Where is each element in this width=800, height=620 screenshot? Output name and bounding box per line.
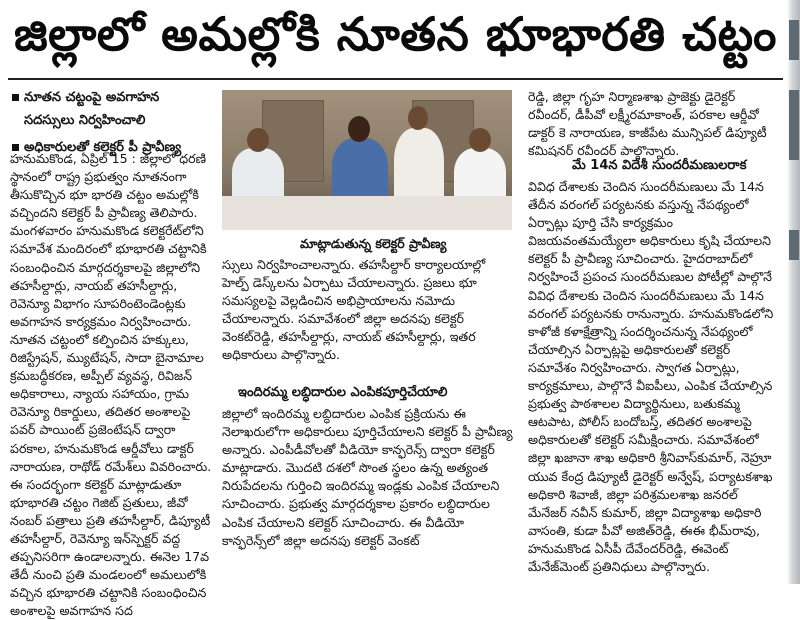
- subheading: మే 14న విదేశీ సుందరీమణులరాక: [572, 158, 747, 173]
- article-column: హనుమకొండ, ఏప్రిల్ 15 : జిల్లాలో ధరణి స్థానంలో రాష్ట్ర ప్రభుత్వం నూతనంగా తీసుకొచ్చిన భూ భారతి చట్టం అమల్లోకి వచ్చిందని కలెక్టర్ పీ ప్రావీణ్య తెలిపారు. మంగళవారం హనుమకొండ కలెక్టరేట్‌లోని సమావేశ మందిరంలో భూభారతి చట్టానికి సంబంధించిన మార్గదర్శకాలపై జిల్లాలోని తహసీల్దార్లు, నాయబ్ తహసీల్దార్లు, రెవెన్యూ విభాగం సూపరింటెండెంట్లకు అవగాహన కార్యక్రమం నిర్వహించారు. నూతన చట్టంలో కల్పించిన హక్కులు, రిజిస్ట్రేషన్, మ్యుటేషన్, సాదా బైనామాల క్రమబద్ధీకరణ, అప్పీల్ వ్యవస్థ, రివిజన్ అధికారాలు, న్యాయ సహాయం, గ్రామ రెవెన్యూ రికార్డులు, తదితర అంశాలపై పవర్ పాయింట్ ప్రజెంటేషన్ ద్వారా పరకాల, హనుమకొండ ఆర్డీవోలు డాక్టర్ నారాయణ, రాథోడ్ రమేశ్‌లు వివరించారు. ఈ సందర్భంగా కలెక్టర్ మాట్లాడుతూ భూభారతి చట్టం గెజిట్ ప్రతులు, జీవో నంబర్ పత్రాలు ప్రతి తహసీల్దార్, డిప్యూటీ తహసీల్దార్, రెవెన్యూ ఇన్‌స్పెక్టర్ వద్ద తప్పనిసరిగా ఉండాలన్నారు. ఈనెల 17వ తేదీ నుంచి ప్రతి మండలంలో అమలులోకి వచ్చిన భూభారతి చట్టానికి సంబంధించిన అంశాలపై అవగాహన సద: [10, 151, 216, 619]
- headline-rule: [8, 78, 783, 80]
- subheading: ఇందిరమ్మ లబ్ధిదారుల ఎంపికపూర్తిచేయాలి: [238, 385, 448, 400]
- bullet-item: అధికారులతో కలెక్టర్ పీ ప్రావీణ్య: [10, 136, 212, 159]
- photo-caption: మాట్లాడుతున్న కలెక్టర్ ప్రావీణ్య: [300, 236, 447, 251]
- page-edge-strip: [788, 0, 800, 584]
- headline: జిల్లాలో అమల్లోకి నూతన భూభారతి చట్టం: [14, 7, 777, 61]
- article-column: స్సులు నిర్వహించాలన్నారు. తహసీల్దార్ కార్యాలయాల్లో హెల్ప్ డెస్క్‌లను ఏర్పాటు చేయాలన్నారు. ప్రజలు భూ సమస్యలపై వెల్లడించిన అభిప్రాయాలను నమోదు చేయాలన్నారు. సమావేశంలో జిల్లా అదనపు కలెక్టర్ వెంకట్‌రెడ్డి, తహసీల్దార్లు, నాయబ్ తహసీల్దార్లు, ఇతర అధికారులు పాల్గొన్నారు.: [222, 257, 490, 363]
- article-column: వివిధ దేశాలకు చెందిన సుందరీమణులు మే 14న తేదీన వరంగల్ పర్యటనకు వస్తున్న నేపథ్యంలో ఏర్పాట్లు పూర్తి చేసి కార్యక్రమం విజయవంతమయ్యేలా అధికారులు కృషి చేయాలని కలెక్టర్ పీ ప్రావీణ్య సూచించారు. హైదరాబాద్‌లో నిర్వహించే ప్రపంచ సుందరీమణుల పోటీల్లో పాల్గొనే వివిధ దేశాలకు చెందిన సుందరీమణులు మే 14న వరంగల్ పర్యటనకు రానున్నారు. హనుమకొండలోని కాళోజీ కళాక్షేత్రాన్ని సందర్శించనున్న నేపథ్యంలో చేయాల్సిన ఏర్పాట్లపై అధికారులతో కలెక్టర్ సమావేశం నిర్వహించారు. స్వాగత ఏర్పాట్లు, కార్యక్రమాలు, పాల్గొనే వీఐపీలు, ఎంపిక చేయాల్సిన ప్రభుత్వ పాఠశాలల విద్యార్థినులు, బతుకమ్మ ఆటపాట, పోలీస్ బందోబస్త్, తదితర అంశాలపై అధికారులతో కలెక్టర్ సమీక్షించారు. సమావేశంలో జిల్లా ఖజానా శాఖ అధికారి శ్రీనివాస్‌కుమార్, నెహ్రూ యువ కేంద్ర డిప్యూటీ డైరెక్టర్ అన్వేష్, పర్యాటకశాఖ అధికారి శివాజీ, జిల్లా పరిశ్రమలశాఖ జనరల్ మేనేజర్ నవీన్ కుమార్, జిల్లా విద్యాశాఖ అధికారి వాసంతి, కుడా పీవో అజిత్‌రెడ్డి, ఈఈ భీమ్‌రావు, హనుమకొండ ఏసీపీ దేవేందర్‌రెడ్డి, ఈవెంట్ మేనేజ్‌మెంట్ ప్రతినిధులు పాల్గొన్నారు.: [528, 179, 778, 574]
- bullet-item: నూతన చట్టంపై అవగాహన సదస్సులు నిర్వహించాలి: [10, 86, 212, 132]
- article-column: రెడ్డి, జిల్లా గృహ నిర్మాణశాఖ ప్రాజెక్టు డైరెక్టర్ రవీందర్, డీపీవో లక్ష్మీరమాకాంత్, పరకాల ఆర్డీవో డాక్టర్ కె నారాయణ, కాజీపేట మున్సిపల్ డిప్యూటీ కమిషనర్ రవీందర్ పాల్గొన్నారు.: [528, 89, 771, 159]
- meeting-photo: [222, 90, 512, 230]
- article-column: జిల్లాలో ఇందిరమ్మ లబ్ధిదారుల ఎంపిక ప్రక్రియను ఈ నెలాఖరులోగా అధికారులు పూర్తిచేయాలని కలెక్టర్ పీ ప్రావీణ్య అన్నారు. ఎంపీడీవోలతో వీడియో కాన్ఫరెన్స్ ద్వారా కలెక్టర్ మాట్లాడారు. మొదటి దశలో సొంత స్థలం ఉన్న అత్యంత నిరుపేదలను గుర్తించి ఇందిరమ్మ ఇండ్లకు ఎంపిక చేయాలని సూచించారు. ప్రభుత్వ మార్గదర్శకాల ప్రకారం లబ్ధిదారుల ఎంపిక చేయాలని కలెక్టర్ సూచించారు. ఈ వీడియో కాన్ఫరెన్స్‌లో జిల్లా అదనపు కలెక్టర్ వెంకట్: [222, 406, 517, 548]
